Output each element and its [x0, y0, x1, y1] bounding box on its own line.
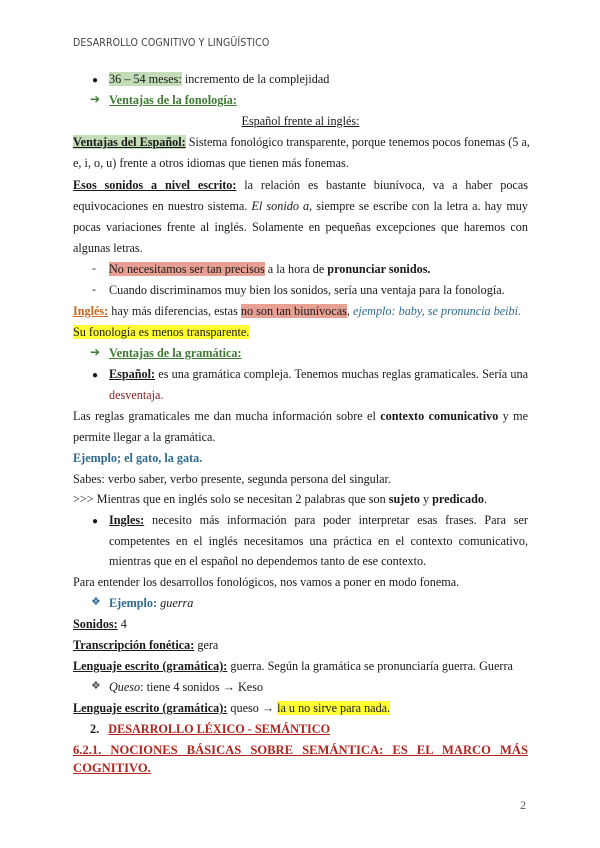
text: 4: [117, 617, 127, 631]
bullet-icon: ●: [92, 75, 99, 86]
list-item-cont: desventaja.: [109, 388, 164, 402]
arrow-icon: ➔: [90, 92, 101, 106]
paragraph-line: permite llegar a la gramática.: [73, 430, 216, 444]
text: necesito más información para poder interpretar esas frases. Para ser: [144, 513, 528, 527]
term: Ventajas del Español:: [73, 135, 186, 149]
text: hay más diferencias, estas: [108, 304, 241, 318]
text: y: [419, 492, 433, 506]
term: predicado: [432, 492, 485, 506]
term: Lenguaje escrito (gramática):: [73, 701, 228, 715]
term: pronunciar sonidos.: [327, 262, 431, 276]
text: .: [484, 492, 488, 506]
paragraph-line: [73, 134, 528, 151]
text: gera: [194, 638, 219, 652]
list-item: [109, 679, 409, 696]
heading-title: NOCIONES BÁSICAS SOBRE SEMÁNTICA: ES EL MARCO MÁS: [110, 743, 528, 757]
paragraph-line: [73, 637, 528, 654]
term: Español:: [109, 367, 156, 381]
running-header: DESARROLLO COGNITIVO Y LINGÜÍSTICO: [73, 37, 270, 49]
heading-title: DESARROLLO LÉXICO - SEMÁNTICO: [108, 722, 331, 736]
list-item: [109, 261, 529, 278]
term: Sonidos:: [73, 617, 118, 631]
text: incremento de la complejidad: [181, 72, 330, 86]
subsection-heading: [73, 742, 528, 759]
text: Las reglas gramaticales me dan mucha información sobre el: [73, 409, 381, 423]
list-item: [109, 512, 528, 529]
term: Inglés:: [73, 304, 109, 318]
paragraph-line: Para entender los desarrollos fonológicos, nos vamos a poner en modo fonema.: [73, 575, 460, 589]
text: y me: [498, 409, 529, 423]
list-item-cont: mientras que en el español no dependemos tanto de ese contexto.: [109, 554, 427, 568]
text: : tiene 4 sonidos → Keso: [140, 680, 264, 694]
example: ejemplo: baby, se pronuncia beibi.: [352, 304, 522, 318]
paragraph-line: [73, 658, 528, 675]
subheading-grammar: Ventajas de la gramática:: [109, 346, 242, 360]
highlight: la u no sirve para nada.: [277, 701, 391, 715]
highlight: Su fonología es menos transparente.: [73, 325, 250, 339]
highlight: no son tan biunívocas: [240, 304, 347, 318]
paragraph-line: e, i, o, u) frente a otros idiomas que tienen más fonemas.: [73, 156, 349, 170]
text: equivocaciones en nuestro sistema.: [73, 199, 252, 213]
paragraph-line: [73, 491, 528, 508]
term: sujeto: [388, 492, 420, 506]
highlight: No necesitamos ser tan precisos: [109, 262, 265, 276]
term: contexto comunicativo: [380, 409, 499, 423]
paragraph-line: pocas variaciones frente al inglés. Solamente en pequeñas excepciones que haremos con: [73, 220, 528, 234]
paragraph-line: [73, 700, 528, 717]
dash-marker: -: [92, 282, 96, 296]
list-item: [109, 595, 409, 612]
term: Ejemplo:: [109, 596, 158, 610]
list-item-cont: competentes en el inglés necesitamos una práctica en el contexto comunicativo,: [109, 534, 528, 548]
bullet-icon: ●: [92, 370, 99, 381]
dash-marker: -: [92, 261, 96, 275]
text: guerra. Según la gramática se pronunciaría guerra. Guerra: [227, 659, 513, 673]
paragraph-line: [73, 408, 528, 425]
age-range: 36 – 54 meses:: [109, 72, 182, 86]
example-heading: Ejemplo; el gato, la gata.: [73, 451, 203, 465]
list-item: [109, 366, 528, 383]
paragraph-line: [73, 324, 528, 341]
text: >>> Mientras que en inglés solo se necesitan 2 palabras que son: [73, 492, 389, 506]
text: , siempre se escribe con la letra a. hay muy: [309, 199, 528, 213]
list-item: Cuando discriminamos muy bien los sonidos, sería una ventaja para la fonología.: [109, 283, 505, 297]
term: Transcripción fonética:: [73, 638, 195, 652]
text: queso →: [227, 701, 278, 715]
heading-number: 6.2.1.: [73, 743, 102, 757]
text: ,: [346, 304, 353, 318]
term: Lenguaje escrito (gramática):: [73, 659, 228, 673]
paragraph-line: [73, 177, 528, 194]
text: es una gramática compleja. Tenemos muchas reglas gramaticales. Sería una: [155, 367, 528, 381]
section-heading: [90, 721, 390, 738]
term: Ingles:: [109, 513, 145, 527]
subsection-heading-cont: COGNITIVO.: [73, 761, 151, 775]
diamond-bullet-icon: ❖: [91, 680, 101, 692]
subheading-phonology: Ventajas de la fonología:: [109, 93, 237, 107]
section-subtitle: Español frente al inglés:: [241, 114, 360, 128]
paragraph-line: [73, 198, 528, 215]
arrow-icon: ➔: [90, 345, 101, 359]
text: a la hora de: [264, 262, 328, 276]
text: Sistema fonológico transparente, porque tenemos pocos fonemas (5 a,: [185, 135, 530, 149]
heading-number: 2.: [90, 722, 100, 736]
example: guerra: [157, 596, 194, 610]
bullet-icon: ●: [92, 516, 99, 527]
list-item: [109, 71, 509, 88]
page-number: 2: [520, 798, 526, 812]
paragraph-line: [73, 303, 528, 320]
text: la relación es bastante biunívoca, va a haber pocas: [236, 178, 528, 192]
paragraph-line: algunas letras.: [73, 241, 143, 255]
emphasis: Queso: [109, 680, 141, 694]
emphasis: El sonido a: [251, 199, 310, 213]
diamond-bullet-icon: ❖: [91, 596, 101, 608]
term: Esos sonidos a nivel escrito:: [73, 178, 237, 192]
paragraph-line: [73, 616, 528, 633]
paragraph-line: Sabes: verbo saber, verbo presente, segunda persona del singular.: [73, 472, 391, 486]
